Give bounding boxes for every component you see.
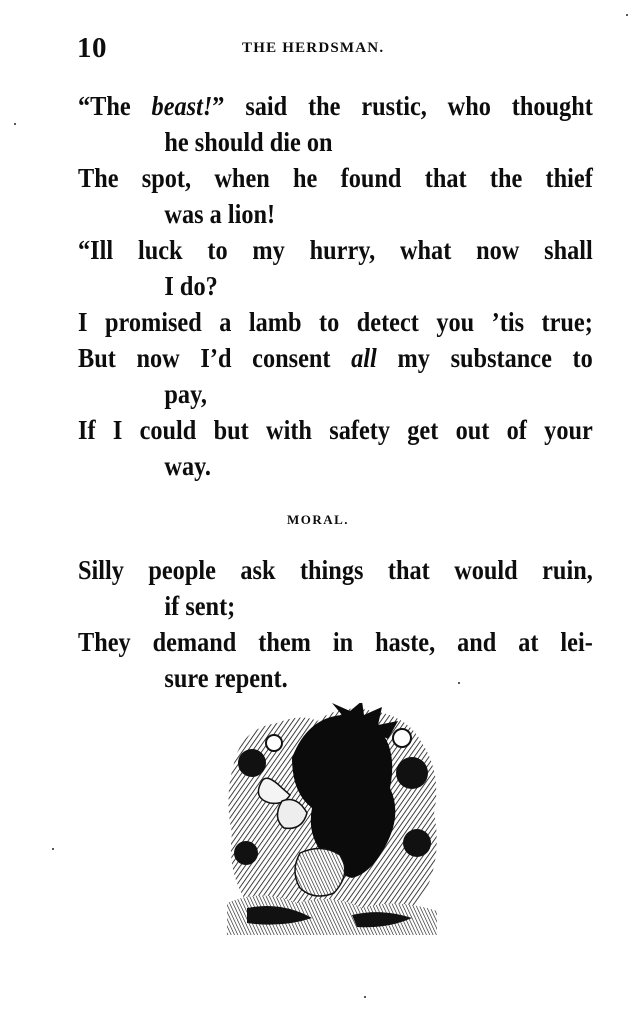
verse-line — [78, 88, 593, 124]
verse-text: “The — [78, 91, 152, 121]
verse-line-continuation: pay, — [164, 379, 207, 409]
verse-line — [78, 340, 593, 376]
verse-line: The spot, when he found that the thief — [78, 163, 593, 193]
moral-verse — [78, 552, 593, 696]
moral-heading: MORAL. — [286, 512, 350, 527]
running-head: THE HERDSMAN. — [242, 40, 385, 56]
moral-line-continuation: if sent; — [164, 591, 236, 621]
verse-line-continuation: he should die on — [164, 127, 333, 157]
print-speck — [364, 996, 366, 998]
verse-line-continuation: way. — [164, 451, 211, 481]
print-speck — [626, 14, 628, 16]
verse-text: ” said the rustic, who thought — [212, 91, 593, 121]
verse-italic-text: all — [351, 343, 377, 373]
print-speck — [458, 682, 460, 684]
verse-text: my substance to — [376, 343, 593, 373]
verse-line: If I could but with safety get out of your — [78, 415, 593, 445]
verse-line: I promised a lamb to detect you ’tis true; — [78, 307, 593, 337]
print-speck — [52, 848, 54, 850]
fable-verse — [78, 88, 593, 484]
print-speck — [14, 123, 16, 125]
verse-italic-text: beast! — [151, 91, 213, 121]
moral-line: Silly people ask things that would ruin, — [78, 555, 593, 585]
page-number: 10 — [77, 32, 107, 64]
verse-line-continuation: I do? — [164, 271, 218, 301]
verse-line: “Ill luck to my hurry, what now shall — [78, 235, 593, 265]
moral-line-continuation: sure repent. — [164, 663, 288, 693]
lion-vignette-icon — [222, 703, 444, 935]
moral-line: They demand them in haste, and at lei- — [78, 627, 593, 657]
verse-line-continuation: was a lion! — [164, 199, 276, 229]
verse-text: But now I’d consent — [78, 343, 352, 373]
